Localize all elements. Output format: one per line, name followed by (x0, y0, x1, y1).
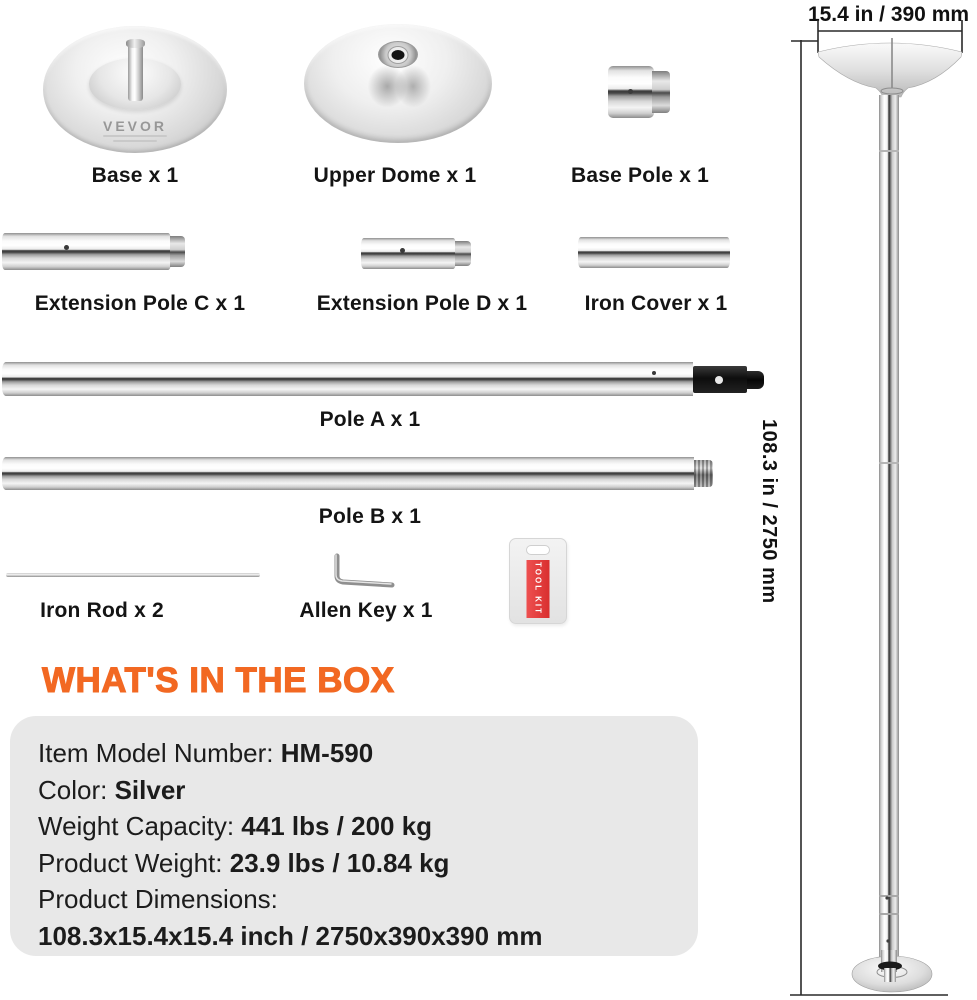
spec-product-dimensions-label: Product Dimensions: (38, 884, 278, 914)
spec-item-model (38, 735, 682, 772)
assembled-upper-dome (818, 43, 962, 97)
iron-cover-image (578, 237, 730, 268)
spec-product-weight-value: 23.9 lbs / 10.84 kg (229, 847, 450, 878)
height-dimension-label: 108.3 in / 2750 mm (758, 419, 780, 604)
spec-weight-capacity (38, 808, 682, 845)
pole-a-adapter (693, 366, 747, 393)
spec-item-model-label: Item Model Number: (38, 738, 281, 768)
tool-kit-handle-hole (526, 545, 550, 555)
label-extension-pole-c: Extension Pole C x 1 (34, 292, 246, 315)
spec-weight-capacity-label: Weight Capacity: (38, 811, 242, 841)
label-pole-b: Pole B x 1 (318, 505, 422, 528)
assembled-pole-shaft (879, 95, 899, 980)
upper-dome-hub-hole (392, 50, 405, 60)
spec-color-label: Color: (38, 774, 115, 805)
pole-a-image (2, 362, 693, 396)
label-base-pole: Base Pole x 1 (570, 164, 709, 187)
spec-product-weight-label: Product Weight: (38, 847, 230, 878)
spec-item-model-value: HM-590 (280, 738, 374, 768)
base-mount-pin (128, 43, 143, 101)
tool-kit-tag (527, 560, 550, 618)
iron-rod-image (6, 573, 260, 577)
width-dimension-label: 15.4 in / 390 mm (807, 3, 970, 26)
specs-panel (10, 716, 698, 956)
label-base: Base x 1 (91, 164, 179, 187)
base-mount-pin-cap (126, 39, 145, 48)
label-iron-cover: Iron Cover x 1 (584, 292, 728, 315)
base-engraving-line (113, 140, 157, 142)
spec-product-dimensions-label-row (38, 881, 682, 918)
spec-weight-capacity-value: 441 lbs / 200 kg (241, 811, 433, 841)
allen-key-image (324, 550, 404, 595)
extension-pole-c-screw (64, 245, 69, 250)
base-pole-collar (652, 71, 670, 113)
spec-color-value: Silver (114, 774, 186, 805)
label-allen-key: Allen Key x 1 (299, 599, 433, 622)
spec-product-dimensions-value-row (38, 918, 682, 955)
extension-pole-d-screw (400, 248, 405, 253)
spec-color (38, 772, 682, 809)
brand-logo: VEVOR (102, 118, 167, 134)
label-pole-a: Pole A x 1 (319, 408, 421, 431)
base-pole-screw (628, 89, 633, 94)
tool-kit-tag-text: TOOL KIT (533, 562, 543, 616)
pole-b-collar (694, 460, 713, 487)
base-engraving-line (103, 135, 167, 137)
pole-b-image (2, 457, 694, 490)
base-pole-image (608, 66, 670, 118)
specs-list (38, 735, 682, 954)
extension-pole-c-image (2, 233, 171, 270)
extension-pole-d-image (361, 238, 456, 269)
pole-a-adapter-hole (715, 376, 723, 384)
label-upper-dome: Upper Dome x 1 (313, 164, 477, 187)
section-heading: WHAT'S IN THE BOX (42, 661, 395, 700)
spec-product-weight (38, 845, 682, 882)
base-plate-image (43, 26, 227, 153)
label-extension-pole-d: Extension Pole D x 1 (316, 292, 528, 315)
dimension-lines (790, 20, 962, 995)
pole-a-screw (652, 371, 656, 375)
tool-kit-bag (509, 538, 567, 624)
label-iron-rod: Iron Rod x 2 (40, 599, 164, 622)
assembled-pole-diagram (750, 0, 977, 1000)
upper-dome-hub (378, 41, 418, 68)
extension-pole-c-collar (170, 236, 185, 267)
spec-product-dimensions-value: 108.3x15.4x15.4 inch / 2750x390x390 mm (38, 920, 543, 951)
upper-dome-image (304, 24, 492, 143)
extension-pole-d-collar (455, 241, 471, 266)
